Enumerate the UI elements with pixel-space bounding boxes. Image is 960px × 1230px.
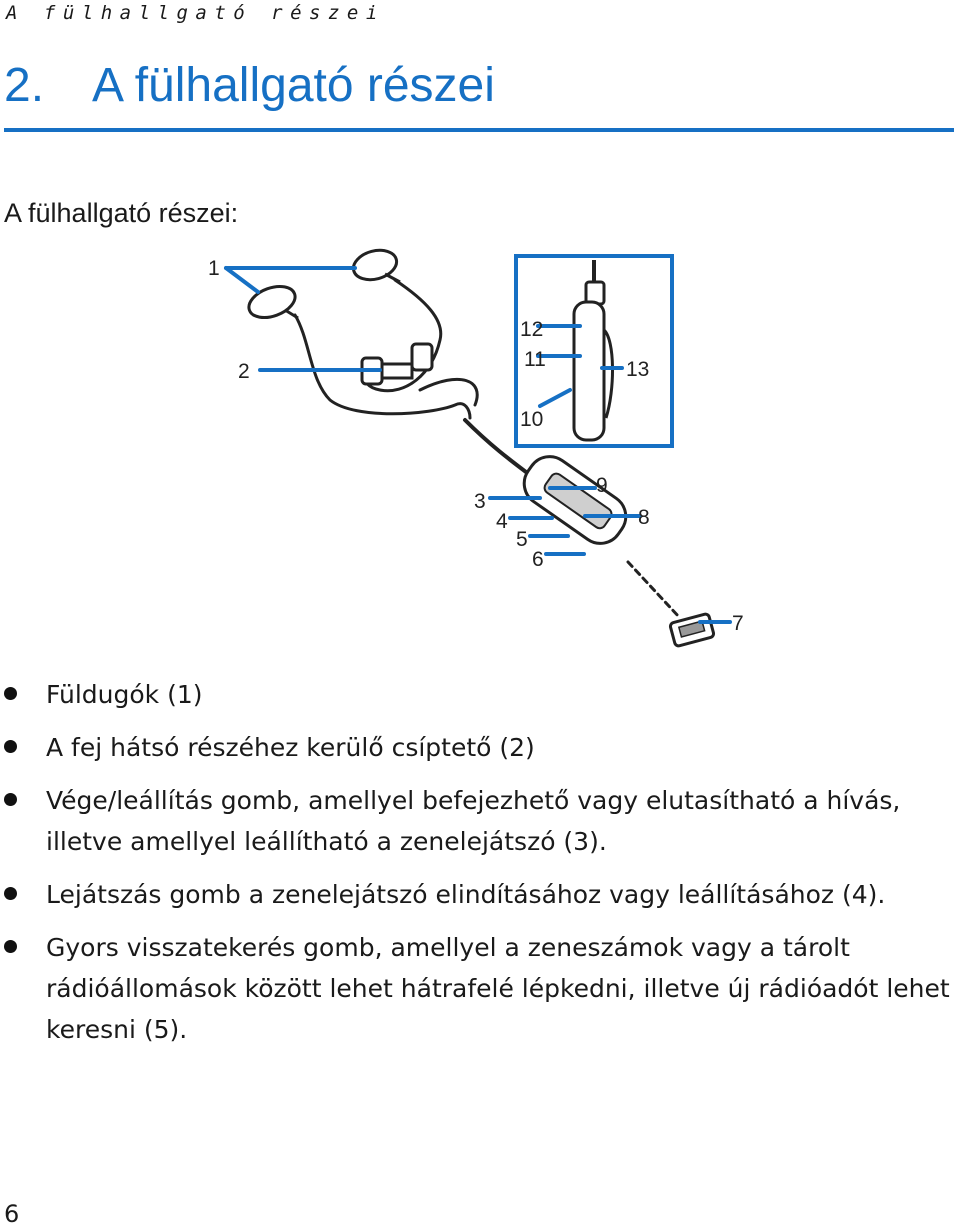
earbud-right-stem	[385, 274, 400, 282]
list-item	[4, 727, 954, 768]
headset-diagram	[190, 240, 760, 660]
bullet-icon	[4, 687, 17, 700]
callout-6: 6	[532, 548, 544, 571]
list-item	[4, 927, 954, 1050]
list-item-text: A fej hátsó részéhez kerülő csíptető (2)	[46, 733, 535, 762]
list-item	[4, 874, 954, 915]
cable-dashed	[628, 562, 680, 618]
callout-8: 8	[638, 506, 650, 529]
connector	[670, 613, 715, 647]
list-item-text: Vége/leállítás gomb, amellyel befejezhető vagy elutasítható a hívás, illetve amellyel leállítható a zenelejátszó (3).	[46, 786, 901, 856]
chapter-title	[4, 58, 495, 113]
callout-9: 9	[596, 474, 608, 497]
parts-list	[4, 674, 954, 1062]
list-item	[4, 674, 954, 715]
callout-3: 3	[474, 490, 486, 513]
callout-4: 4	[496, 510, 508, 533]
list-item-text: Gyors visszatekerés gomb, amellyel a zeneszámok vagy a tárolt rádióállomások között lehet hátrafelé lépkedni, illetve új rádióadót lehet keresni (5).	[46, 933, 950, 1044]
title-rule	[4, 128, 954, 132]
callout-11: 11	[524, 348, 546, 371]
callout-13: 13	[626, 358, 650, 381]
callout-12: 12	[520, 318, 544, 341]
list-item-text: Füldugók (1)	[46, 680, 203, 709]
page-number: 6	[4, 1200, 20, 1228]
bullet-icon	[4, 940, 17, 953]
callout-10: 10	[520, 408, 544, 431]
callout-7: 7	[732, 612, 744, 635]
callout-1: 1	[208, 257, 220, 280]
bullet-icon	[4, 793, 17, 806]
bullet-icon	[4, 740, 17, 753]
chapter-title-text: A fülhallgató részei	[92, 59, 495, 112]
callout-2: 2	[238, 360, 250, 383]
neck-clip	[362, 344, 432, 384]
bullet-icon	[4, 887, 17, 900]
callout-5: 5	[516, 528, 528, 551]
list-item-text: Lejátszás gomb a zenelejátszó elindításához vagy leállításához (4).	[46, 880, 886, 909]
cable-loop	[420, 379, 477, 405]
running-header: A fülhallgató részei	[6, 2, 385, 24]
chapter-number: 2.	[4, 59, 45, 112]
list-item	[4, 780, 954, 862]
intro-text: A fülhallgató részei:	[4, 198, 239, 228]
